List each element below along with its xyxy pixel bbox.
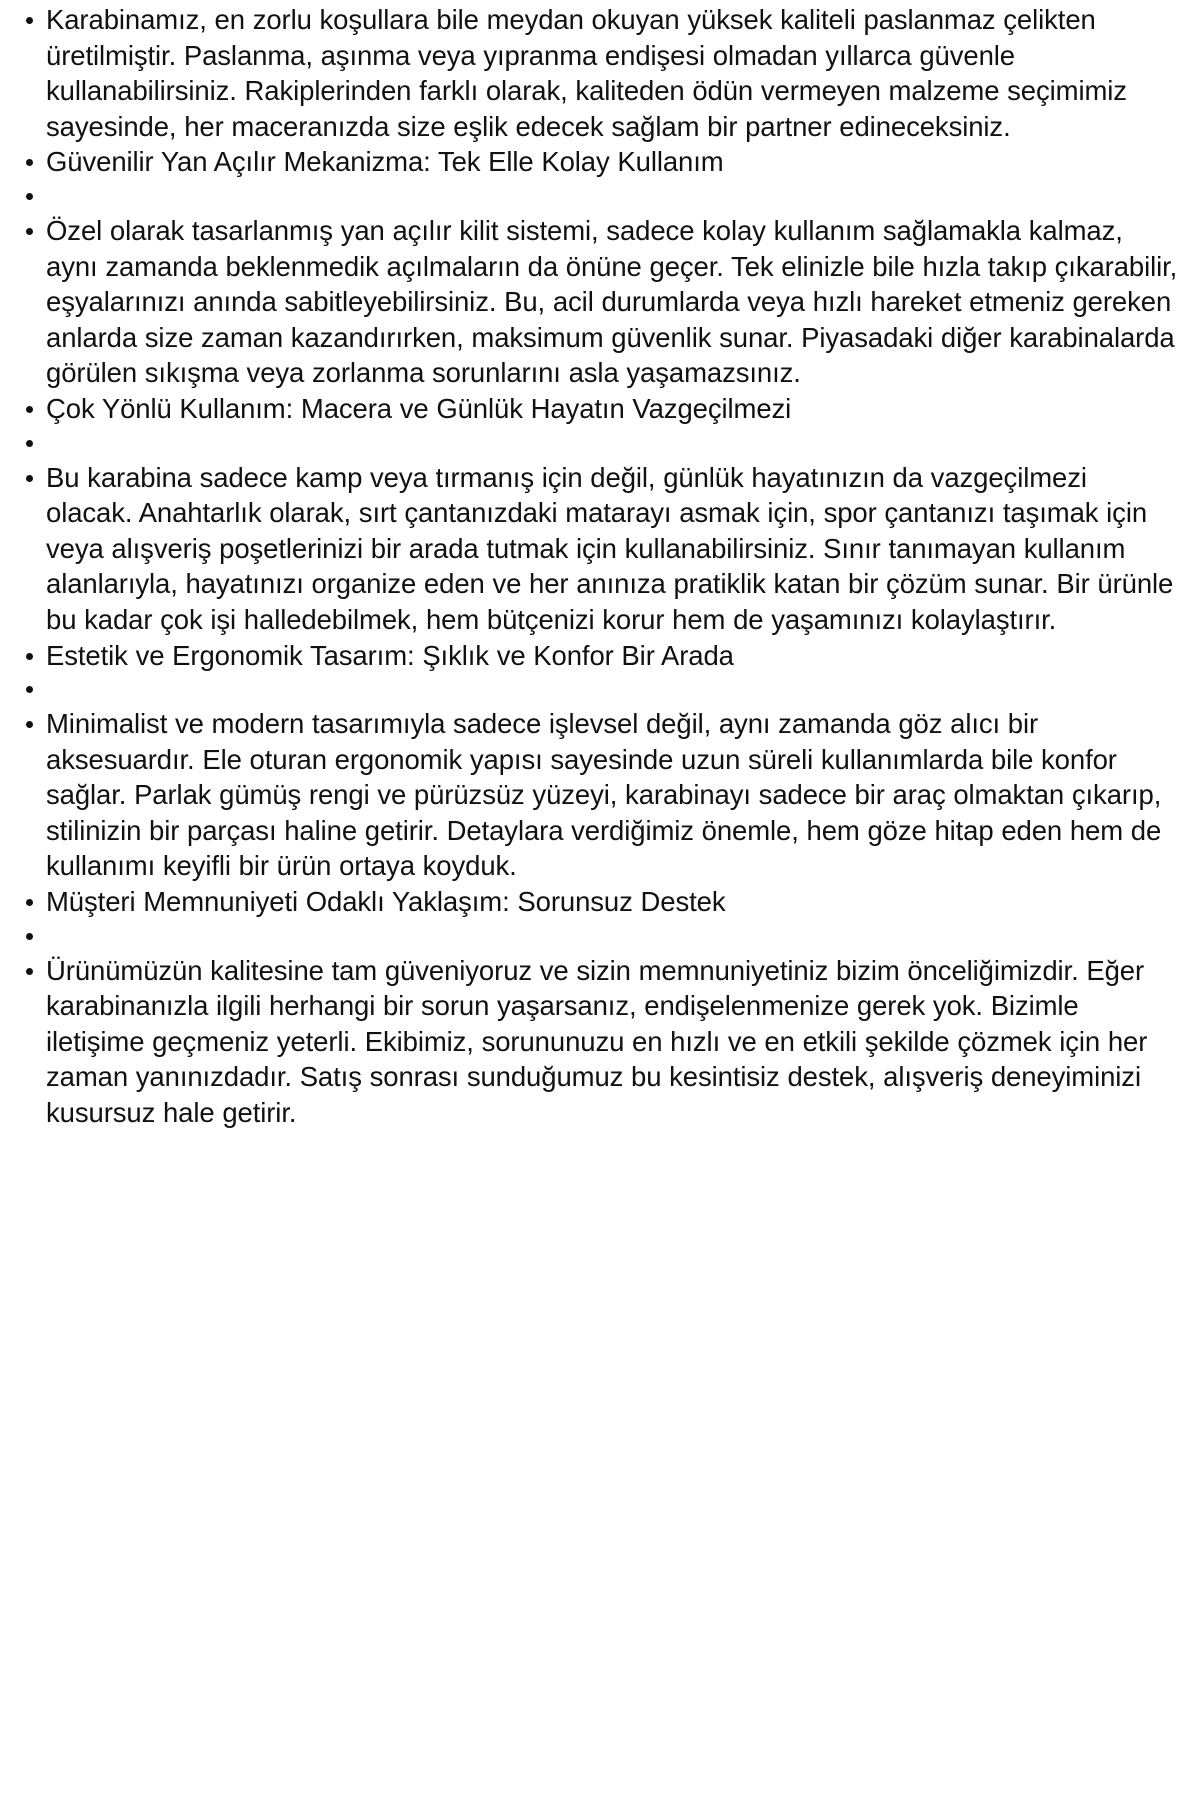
- heading-aesthetic-ergonomic-design: [0, 638, 1180, 674]
- heading-customer-satisfaction: [0, 884, 1180, 920]
- paragraph-versatile-use-text: Bu karabina sadece kamp veya tırmanış için değil, günlük hayatınızın da vazgeçilmezi olacak. Anahtarlık olarak, sırt çantanızdaki matarayı asmak için, spor çantanızı taşımak için veya alışveriş poşetlerinizi bir arada tutmak için kullanabilirsiniz. Sınır tanımayan kullanım alanlarıyla, hayatınızı organize eden ve her anınıza pratiklik katan bir çözüm sunar. Bir ürünle bu kadar çok işi halledebilmek, hem bütçenizi korur hem de yaşamınızı kolaylaştırır.: [46, 461, 1174, 635]
- intro-material-quality: [0, 2, 1180, 144]
- paragraph-side-lock-mechanism: [0, 213, 1180, 391]
- spacer-bullet-3: [0, 673, 1180, 706]
- heading-customer-satisfaction-text: Müşteri Memnuniyeti Odaklı Yaklaşım: Sorunsuz Destek: [46, 886, 726, 918]
- heading-aesthetic-ergonomic-design-text: Estetik ve Ergonomik Tasarım: Şıklık ve Konfor Bir Arada: [46, 639, 734, 671]
- paragraph-customer-satisfaction-text: Ürünümüzün kalitesine tam güveniyoruz ve sizin memnuniyetiniz bizim önceliğimizdir. Eğer karabinanızla ilgili herhangi bir sorun yaşarsanız, endişelenmenize gerek yok. Bizimle iletişime geçmeniz yeterli. Ekibimiz, sorununuzu en hızlı ve en etkili şekilde çözmek için her zaman yanınızdadır. Satış sonrası sunduğumuz bu kesintisiz destek, alışveriş deneyiminizi kusursuz hale getirir.: [46, 954, 1148, 1129]
- spacer-bullet-2: [0, 427, 1180, 460]
- paragraph-customer-satisfaction: [0, 953, 1180, 1131]
- heading-versatile-use-text: Çok Yönlü Kullanım: Macera ve Günlük Hayatın Vazgeçilmezi: [46, 392, 792, 424]
- spacer-bullet-4: [0, 920, 1180, 953]
- spacer-bullet-1: [0, 180, 1180, 213]
- paragraph-aesthetic-ergonomic-design: [0, 706, 1180, 884]
- paragraph-side-lock-mechanism-text: Özel olarak tasarlanmış yan açılır kilit sistemi, sadece kolay kullanım sağlamakla kalmaz, aynı zamanda beklenmedik açılmaların da önüne geçer. Tek elinizle bile hızla takıp çıkarabilir, eşyalarınızı anında sabitleyebilirsiniz. Bu, acil durumlarda veya hızlı hareket etmeniz gereken anlarda size zaman kazandırırken, maksimum güvenlik sunar. Piyasadaki diğer karabinalarda görülen sıkışma veya zorlanma sorunlarını asla yaşamazsınız.: [46, 214, 1178, 389]
- paragraph-versatile-use: [0, 460, 1180, 638]
- heading-side-lock-mechanism: [0, 144, 1180, 180]
- product-feature-list: [0, 2, 1180, 1131]
- heading-versatile-use: [0, 391, 1180, 427]
- heading-side-lock-mechanism-text: Güvenilir Yan Açılır Mekanizma: Tek Elle Kolay Kullanım: [46, 146, 724, 178]
- paragraph-aesthetic-ergonomic-design-text: Minimalist ve modern tasarımıyla sadece işlevsel değil, aynı zamanda göz alıcı bir aksesuardır. Ele oturan ergonomik yapısı sayesinde uzun süreli kullanımlarda bile konfor sağlar. Parlak gümüş rengi ve pürüzsüz yüzeyi, karabinayı sadece bir araç olmaktan çıkarıp, stilinizin bir parçası haline getirir. Detaylara verdiğimiz önemle, hem göze hitap eden hem de kullanımı keyifli bir ürün ortaya koyduk.: [46, 708, 1162, 882]
- intro-material-quality-text: Karabinamız, en zorlu koşullara bile meydan okuyan yüksek kaliteli paslanmaz çelikten üretilmiştir. Paslanma, aşınma veya yıpranma endişesi olmadan yıllarca güvenle kullanabilirsiniz. Rakiplerinden farklı olarak, kaliteden ödün vermeyen malzeme seçimimiz sayesinde, her maceranızda size eşlik edecek sağlam bir partner edineceksiniz.: [46, 4, 1127, 142]
